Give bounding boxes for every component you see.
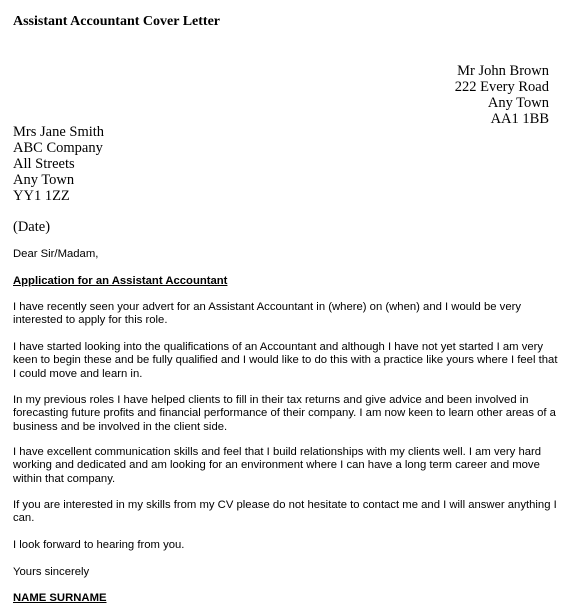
recipient-address [13,124,104,204]
paragraph-line: I look forward to hearing from you. [13,539,185,551]
paragraph-3 [13,394,565,434]
paragraph-2 [13,341,565,381]
sender-name: Mr John Brown [457,63,549,79]
paragraph-line: forecasting future profits and financial performance of their company. I am now keen to learn other areas of a [13,407,556,420]
sender-town: Any Town [487,95,549,111]
paragraph-line: keen to begin these and be fully qualified and I would like to do this with a practice like yours where I feel that [13,354,558,367]
paragraph-line: I have excellent communication skills and feel that I build relationships with my clients well. I am very hard [13,446,542,458]
recipient-town: Any Town [13,172,75,188]
paragraph-line: If you are interested in my skills from my CV please do not hesitate to contact me and I will answer anything I [13,499,557,511]
paragraph-1 [13,301,565,328]
paragraph-line: within that company. [13,472,116,485]
paragraph-line: can. [13,512,35,525]
paragraph-line: working and dedicated and am looking for an environment where I can have a long term career and move [13,459,540,472]
date-placeholder: (Date) [13,219,51,235]
closing: Yours sincerely [13,566,90,578]
paragraph-6 [13,539,565,552]
signature-name: NAME SURNAME [13,592,107,604]
recipient-name: Mrs Jane Smith [13,124,105,140]
paragraph-line: I have recently seen your advert for an Assistant Accountant in (where) on (when) and I would be very [13,301,522,313]
paragraph-line: In my previous roles I have helped clients to fill in their tax returns and give advice and been involved in [13,394,529,406]
paragraph-line: business and be involved in the client side. [13,420,228,433]
document-title: Assistant Accountant Cover Letter [13,14,220,29]
recipient-company: ABC Company [13,140,103,156]
paragraph-line: I could move and learn in. [13,367,143,380]
paragraph-line: I have started looking into the qualifications of an Accountant and although I have not yet started I am very [13,341,544,353]
recipient-postcode: YY1 1ZZ [13,188,70,204]
paragraph-line: interested to apply for this role. [13,314,168,327]
salutation: Dear Sir/Madam, [13,248,99,260]
recipient-street: All Streets [13,156,75,172]
sender-street: 222 Every Road [454,79,549,95]
sender-postcode: AA1 1BB [490,111,549,127]
sender-address [455,63,549,127]
subject-line: Application for an Assistant Accountant [13,275,228,287]
paragraph-4 [13,446,565,486]
paragraph-5 [13,499,565,526]
